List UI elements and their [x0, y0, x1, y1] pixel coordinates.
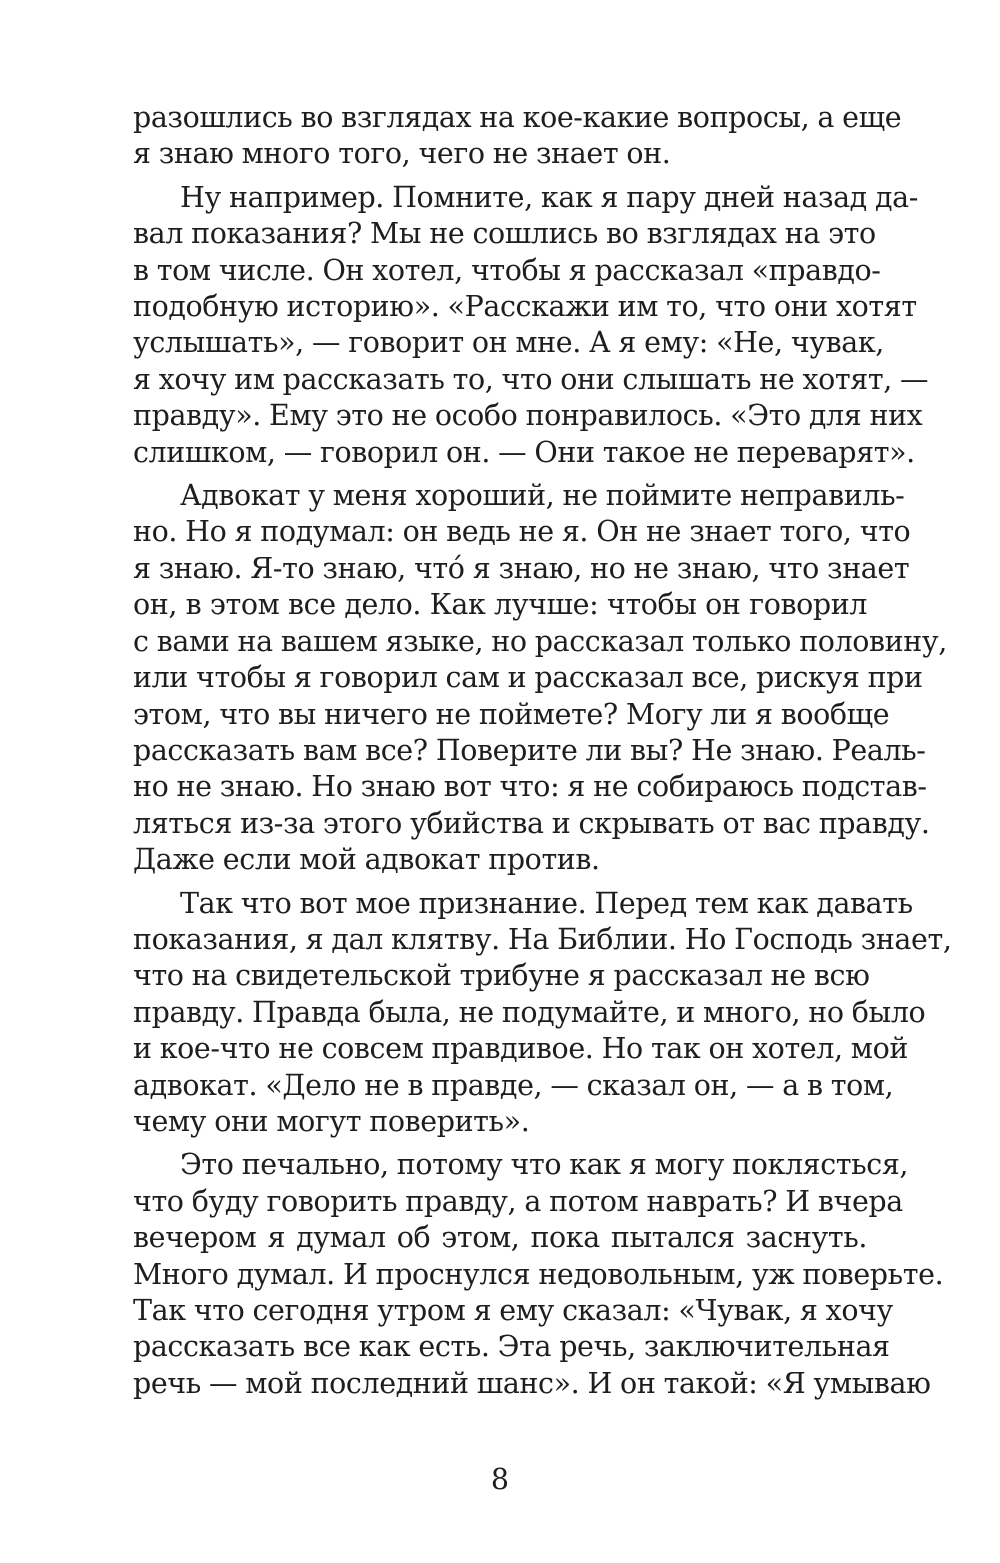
text-line: что буду говорить правду, а потом наврать? И вчера — [133, 1184, 903, 1218]
paragraph — [133, 100, 902, 173]
text-line: ляться из-за этого убийства и скрывать от вас правду. — [133, 806, 930, 840]
text-line: и кое-что не совсем правдивое. Но так он хотел, мой — [133, 1032, 908, 1066]
text-line: этом, что вы ничего не поймете? Могу ли я вообще — [133, 697, 890, 731]
text-line: в том числе. Он хотел, чтобы я рассказал «правдо- — [133, 253, 881, 287]
text-line: Адвокат у меня хороший, не поймите неправиль- — [180, 479, 905, 513]
text-line: я знаю. Я-то знаю, что́ я знаю, но не знаю, что знает — [133, 551, 910, 585]
paragraph — [133, 478, 947, 878]
text-line: Так что вот мое признание. Перед тем как давать — [180, 886, 913, 920]
text-line: правду. Правда была, не подумайте, и много, но было — [133, 995, 926, 1029]
text-line: вал показания? Мы не сошлись во взглядах на это — [133, 217, 876, 251]
text-line: или чтобы я говорил сам и рассказал все, рискуя при — [133, 661, 923, 695]
page-number: 8 — [490, 1463, 510, 1496]
text-line: но не знаю. Но знаю вот что: я не собираюсь подстав- — [133, 770, 927, 804]
paragraph — [133, 886, 952, 1141]
text-line: но. Но я подумал: он ведь не я. Он не знает того, что — [133, 515, 911, 549]
text-line: показания, я дал клятву. На Библии. Но Господь знает, — [133, 922, 952, 956]
text-line: чему они могут поверить». — [133, 1104, 530, 1138]
text-line: подобную историю». «Расскажи им то, что они хотят — [133, 290, 917, 324]
text-line: с вами на вашем языке, но рассказал только половину, — [133, 624, 947, 658]
paragraph — [133, 1147, 944, 1402]
text-line: Это печально, потому что как я могу поклясться, — [180, 1148, 909, 1182]
paragraph — [133, 180, 929, 471]
text-line: правду». Ему это не особо понравилось. «Это для них — [133, 399, 923, 433]
text-line: Так что сегодня утром я ему сказал: «Чувак, я хочу — [133, 1294, 893, 1327]
text-line: рассказать все как есть. Эта речь, заключительная — [133, 1330, 890, 1364]
book-page-text — [133, 100, 952, 1409]
text-line: разошлись во взглядах на кое-какие вопросы, а еще — [133, 101, 902, 134]
text-line: я знаю много того, чего не знает он. — [133, 137, 671, 171]
text-line: слишком, — говорил он. — Они такое не переварят». — [133, 435, 915, 469]
text-line: вечером я думал об этом, пока пытался заснуть. — [133, 1221, 867, 1255]
text-line: Ну например. Помните, как я пару дней назад да- — [180, 180, 918, 214]
text-line: рассказать вам все? Поверите ли вы? Не знаю. Реаль- — [133, 733, 926, 767]
text-line: услышать», — говорит он мне. А я ему: «Не, чувак, — [133, 326, 884, 360]
text-line: Много думал. И проснулся недовольным, уж поверьте. — [133, 1257, 944, 1291]
text-line: Даже если мой адвокат против. — [133, 843, 600, 877]
text-line: он, в этом все дело. Как лучше: чтобы он говорил — [133, 588, 867, 622]
text-line: что на свидетельской трибуне я рассказал не всю — [133, 959, 870, 993]
text-line: я хочу им рассказать то, что они слышать не хотят, — — [133, 362, 929, 396]
text-line: речь — мой последний шанс». И он такой: «Я умываю — [133, 1366, 931, 1400]
text-line: адвокат. «Дело не в правде, — сказал он, — а в том, — [133, 1068, 894, 1102]
